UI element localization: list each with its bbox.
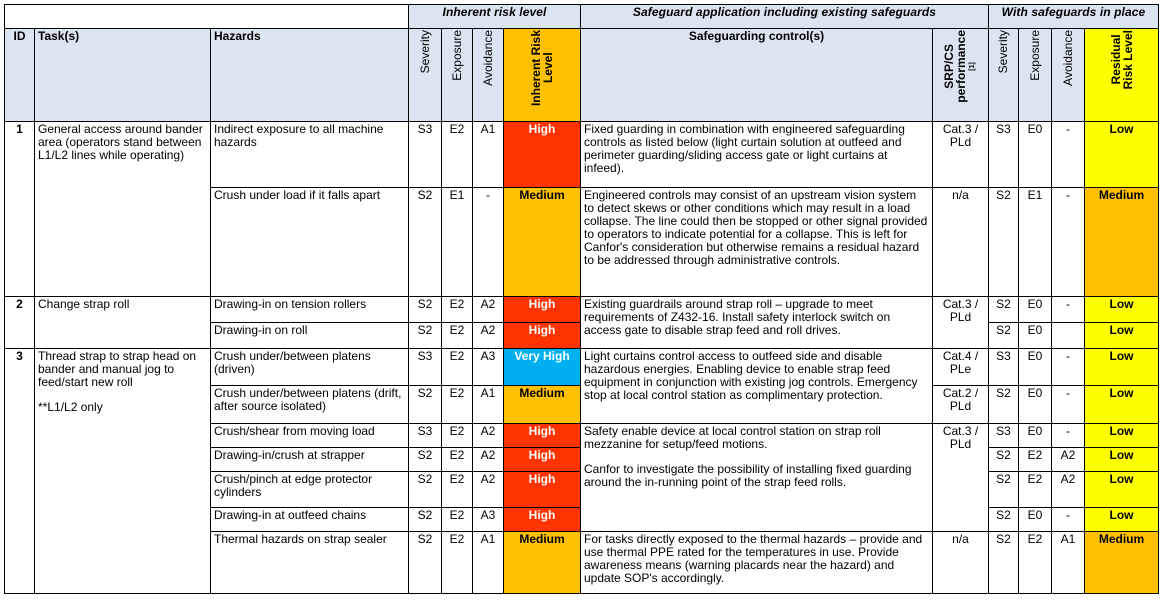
- residual-avoidance-cell: -: [1052, 188, 1085, 297]
- col-severity-residual: Severity: [989, 29, 1019, 122]
- inherent-risk-badge: Medium: [504, 188, 581, 297]
- avoidance-cell: A2: [473, 424, 504, 448]
- residual-severity-cell: S2: [989, 323, 1019, 349]
- residual-severity-cell: S3: [989, 122, 1019, 188]
- residual-exposure-cell: E0: [1019, 122, 1052, 188]
- severity-cell: S2: [409, 532, 442, 594]
- avoidance-cell: A2: [473, 297, 504, 323]
- col-avoidance-residual: Avoidance: [1052, 29, 1085, 122]
- residual-exposure-cell: E0: [1019, 508, 1052, 532]
- control-text-enable: Safety enable device at local control station on strap roll mezzanine for setup/feed motions.: [584, 424, 881, 451]
- residual-exposure-cell: E0: [1019, 349, 1052, 386]
- residual-risk-badge: Low: [1085, 424, 1159, 448]
- residual-risk-badge: Low: [1085, 386, 1159, 424]
- group-with-safeguards: With safeguards in place: [989, 5, 1159, 29]
- srp-cell: Cat.3 / PLd: [933, 122, 989, 188]
- avoidance-cell: A1: [473, 122, 504, 188]
- residual-severity-cell: S2: [989, 386, 1019, 424]
- risk-assessment-table: [4, 4, 1159, 594]
- inherent-risk-badge: Medium: [504, 386, 581, 424]
- control-cell: Existing guardrails around strap roll – upgrade to meet requirements of Z432-16. Install safety interlock switch on access gate to disable strap feed and roll drives.: [581, 297, 933, 349]
- control-cell: [581, 424, 933, 532]
- residual-exposure-cell: E0: [1019, 424, 1052, 448]
- row-id: 1: [5, 122, 35, 297]
- exposure-cell: E2: [442, 424, 473, 448]
- group-inherent-risk: Inherent risk level: [409, 5, 581, 29]
- hazard-cell: Crush/pinch at edge protector cylinders: [211, 472, 409, 508]
- residual-severity-cell: S2: [989, 448, 1019, 472]
- srp-cell: n/a: [933, 532, 989, 594]
- avoidance-cell: A2: [473, 448, 504, 472]
- residual-risk-badge: Low: [1085, 349, 1159, 386]
- hazard-cell: Drawing-in on tension rollers: [211, 297, 409, 323]
- residual-severity-cell: S2: [989, 297, 1019, 323]
- hazard-cell: Drawing-in/crush at strapper: [211, 448, 409, 472]
- inherent-risk-badge: Medium: [504, 532, 581, 594]
- residual-risk-badge: Medium: [1085, 532, 1159, 594]
- col-srp-performance: SRP/CS performance [1]: [933, 29, 989, 122]
- residual-exposure-cell: E0: [1019, 323, 1052, 349]
- avoidance-cell: -: [473, 188, 504, 297]
- residual-exposure-cell: E1: [1019, 188, 1052, 297]
- residual-risk-badge: Low: [1085, 323, 1159, 349]
- task-note: **L1/L2 only: [38, 400, 103, 414]
- severity-cell: S2: [409, 386, 442, 424]
- exposure-cell: E2: [442, 323, 473, 349]
- residual-avoidance-cell: A2: [1052, 448, 1085, 472]
- col-hazards: Hazards: [211, 29, 409, 122]
- exposure-cell: E2: [442, 349, 473, 386]
- residual-avoidance-cell: [1052, 323, 1085, 349]
- group-safeguard-application: Safeguard application including existing safeguards: [581, 5, 989, 29]
- exposure-cell: E2: [442, 448, 473, 472]
- residual-exposure-cell: E0: [1019, 297, 1052, 323]
- table-row: [5, 122, 1159, 188]
- residual-avoidance-cell: -: [1052, 386, 1085, 424]
- residual-avoidance-cell: A2: [1052, 472, 1085, 508]
- residual-risk-badge: Medium: [1085, 188, 1159, 297]
- residual-risk-badge: Low: [1085, 508, 1159, 532]
- avoidance-cell: A1: [473, 386, 504, 424]
- inherent-risk-badge: High: [504, 323, 581, 349]
- severity-cell: S3: [409, 349, 442, 386]
- residual-risk-badge: Low: [1085, 472, 1159, 508]
- risk-assessment-document: [4, 4, 1159, 594]
- control-cell: Light curtains control access to outfeed side and disable hazardous energies. Enabling device to enable strap feed equipment in conjunction with existing jog controls. Emergency stop at local control station as complimentary protection.: [581, 349, 933, 424]
- inherent-risk-badge: High: [504, 448, 581, 472]
- task-cell: General access around bander area (operators stand between L1/L2 lines while operating): [35, 122, 211, 297]
- exposure-cell: E2: [442, 508, 473, 532]
- col-task: Task(s): [35, 29, 211, 122]
- col-exposure: Exposure: [442, 29, 473, 122]
- residual-risk-badge: Low: [1085, 122, 1159, 188]
- severity-cell: S2: [409, 448, 442, 472]
- col-safeguarding-controls: Safeguarding control(s): [581, 29, 933, 122]
- col-id: ID: [5, 29, 35, 122]
- inherent-risk-badge: High: [504, 122, 581, 188]
- residual-risk-badge: Low: [1085, 297, 1159, 323]
- header-spacer: [5, 5, 409, 29]
- hazard-cell: Crush under/between platens (driven): [211, 349, 409, 386]
- srp-cell: Cat.4 / PLe: [933, 349, 989, 386]
- residual-risk-badge: Low: [1085, 448, 1159, 472]
- exposure-cell: E2: [442, 472, 473, 508]
- task-cell: [35, 349, 211, 594]
- hazard-cell: Drawing-in on roll: [211, 323, 409, 349]
- exposure-cell: E2: [442, 386, 473, 424]
- severity-cell: S2: [409, 297, 442, 323]
- col-exposure-residual: Exposure: [1019, 29, 1052, 122]
- avoidance-cell: A2: [473, 472, 504, 508]
- exposure-cell: E2: [442, 532, 473, 594]
- srp-cell: Cat.3 / PLd: [933, 424, 989, 532]
- severity-cell: S2: [409, 323, 442, 349]
- residual-avoidance-cell: -: [1052, 122, 1085, 188]
- inherent-risk-badge: High: [504, 424, 581, 448]
- exposure-cell: E2: [442, 297, 473, 323]
- task-cell: Change strap roll: [35, 297, 211, 349]
- hazard-cell: Indirect exposure to all machine hazards: [211, 122, 409, 188]
- col-inherent-risk-level: Inherent Risk Level: [504, 29, 581, 122]
- hazard-cell: Drawing-in at outfeed chains: [211, 508, 409, 532]
- residual-severity-cell: S2: [989, 508, 1019, 532]
- exposure-cell: E2: [442, 122, 473, 188]
- residual-exposure-cell: E2: [1019, 472, 1052, 508]
- residual-avoidance-cell: -: [1052, 297, 1085, 323]
- control-cell: Fixed guarding in combination with engineered safeguarding controls as listed below (light curtain solution at outfeed and perimeter guarding/sliding access gate or light curtains at infeed).: [581, 122, 933, 188]
- residual-avoidance-cell: -: [1052, 349, 1085, 386]
- residual-severity-cell: S2: [989, 532, 1019, 594]
- hazard-cell: Thermal hazards on strap sealer: [211, 532, 409, 594]
- hazard-cell: Crush/shear from moving load: [211, 424, 409, 448]
- residual-severity-cell: S2: [989, 188, 1019, 297]
- residual-exposure-cell: E2: [1019, 448, 1052, 472]
- residual-severity-cell: S2: [989, 472, 1019, 508]
- severity-cell: S2: [409, 508, 442, 532]
- residual-exposure-cell: E2: [1019, 532, 1052, 594]
- residual-severity-cell: S3: [989, 349, 1019, 386]
- control-text-guarding: Canfor to investigate the possibility of installing fixed guarding around the in-running point of the strap feed rolls.: [584, 462, 912, 489]
- inherent-risk-badge: High: [504, 472, 581, 508]
- severity-cell: S3: [409, 122, 442, 188]
- control-cell: For tasks directly exposed to the thermal hazards – provide and use thermal PPE rated for the temperatures in use. Provide awareness means (warning placards near the hazard) and update SOP's accordingly.: [581, 532, 933, 594]
- col-residual-risk-level: Residual Risk Level: [1085, 29, 1159, 122]
- exposure-cell: E1: [442, 188, 473, 297]
- avoidance-cell: A1: [473, 532, 504, 594]
- task-text: Thread strap to strap head on bander and manual jog to feed/start new roll: [38, 349, 197, 389]
- residual-avoidance-cell: -: [1052, 424, 1085, 448]
- inherent-risk-badge: High: [504, 508, 581, 532]
- hazard-cell: Crush under/between platens (drift, after source isolated): [211, 386, 409, 424]
- avoidance-cell: A3: [473, 508, 504, 532]
- severity-cell: S3: [409, 424, 442, 448]
- severity-cell: S2: [409, 472, 442, 508]
- srp-cell: n/a: [933, 188, 989, 297]
- severity-cell: S2: [409, 188, 442, 297]
- table-row: [5, 349, 1159, 386]
- residual-exposure-cell: E0: [1019, 386, 1052, 424]
- srp-cell: Cat.2 / PLd: [933, 386, 989, 424]
- col-avoidance: Avoidance: [473, 29, 504, 122]
- table-row: [5, 297, 1159, 323]
- col-severity: Severity: [409, 29, 442, 122]
- srp-cell: Cat.3 / PLd: [933, 297, 989, 349]
- inherent-risk-badge: Very High: [504, 349, 581, 386]
- residual-severity-cell: S3: [989, 424, 1019, 448]
- avoidance-cell: A2: [473, 323, 504, 349]
- avoidance-cell: A3: [473, 349, 504, 386]
- row-id: 3: [5, 349, 35, 594]
- residual-avoidance-cell: A1: [1052, 532, 1085, 594]
- residual-avoidance-cell: -: [1052, 508, 1085, 532]
- hazard-cell: Crush under load if it falls apart: [211, 188, 409, 297]
- control-cell: Engineered controls may consist of an upstream vision system to detect skews or other conditions which may result in a load collapse. The line could then be stopped or other signal provided to operators to indicate potential for a collapse. This is left for Canfor's consideration but otherwise remains a residual hazard to be addressed through administrative controls.: [581, 188, 933, 297]
- row-id: 2: [5, 297, 35, 349]
- inherent-risk-badge: High: [504, 297, 581, 323]
